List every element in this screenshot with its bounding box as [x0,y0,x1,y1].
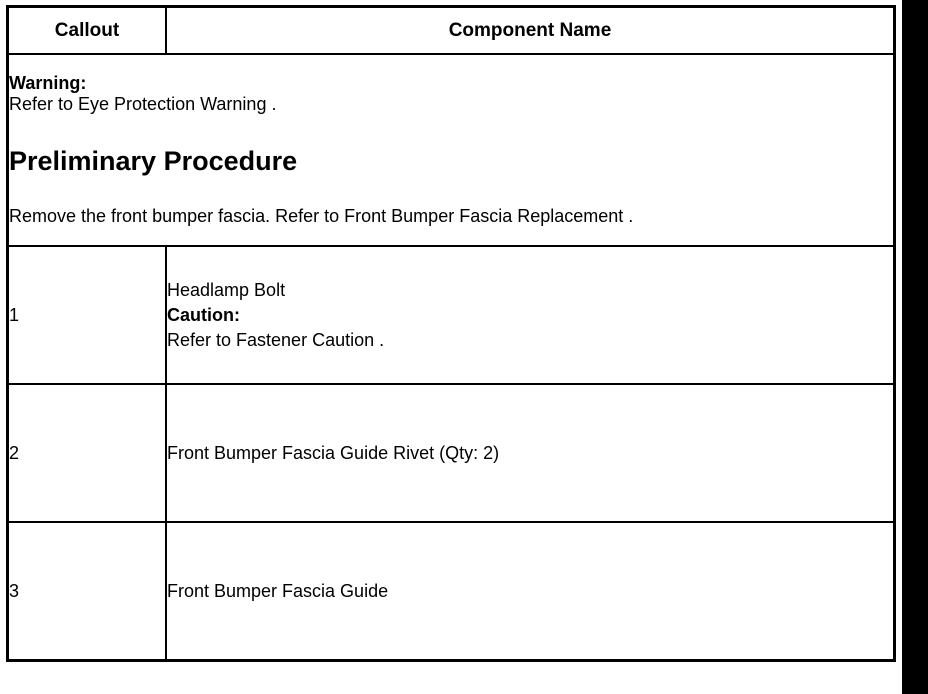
component-name: Headlamp Bolt [167,279,286,300]
right-edge-bar [902,0,928,694]
table-row [8,246,895,384]
warning-text: Refer to Eye Protection Warning . [9,94,277,114]
preliminary-procedure-text: Remove the front bumper fascia. Refer to Front Bumper Fascia Replacement . [9,206,634,226]
component-name-cell [166,246,895,384]
callout-column-header: Callout [8,7,167,55]
callout-cell: 2 [8,384,167,522]
component-name-cell: Front Bumper Fascia Guide Rivet (Qty: 2) [166,384,895,522]
warning-label: Warning: [9,73,87,93]
preliminary-procedure-title: Preliminary Procedure [9,146,298,176]
component-name-column-header: Component Name [166,7,895,55]
component-name-cell: Front Bumper Fascia Guide [166,522,895,661]
table-row [8,384,895,522]
procedure-table [6,5,896,662]
header-row [8,7,895,55]
callout-cell: 1 [8,246,167,384]
table-row [8,522,895,661]
notes-row [8,54,895,246]
notes-cell [8,54,895,246]
callout-cell: 3 [8,522,167,661]
caution-text: Refer to Fastener Caution . [167,329,385,350]
caution-label: Caution: [167,304,240,325]
